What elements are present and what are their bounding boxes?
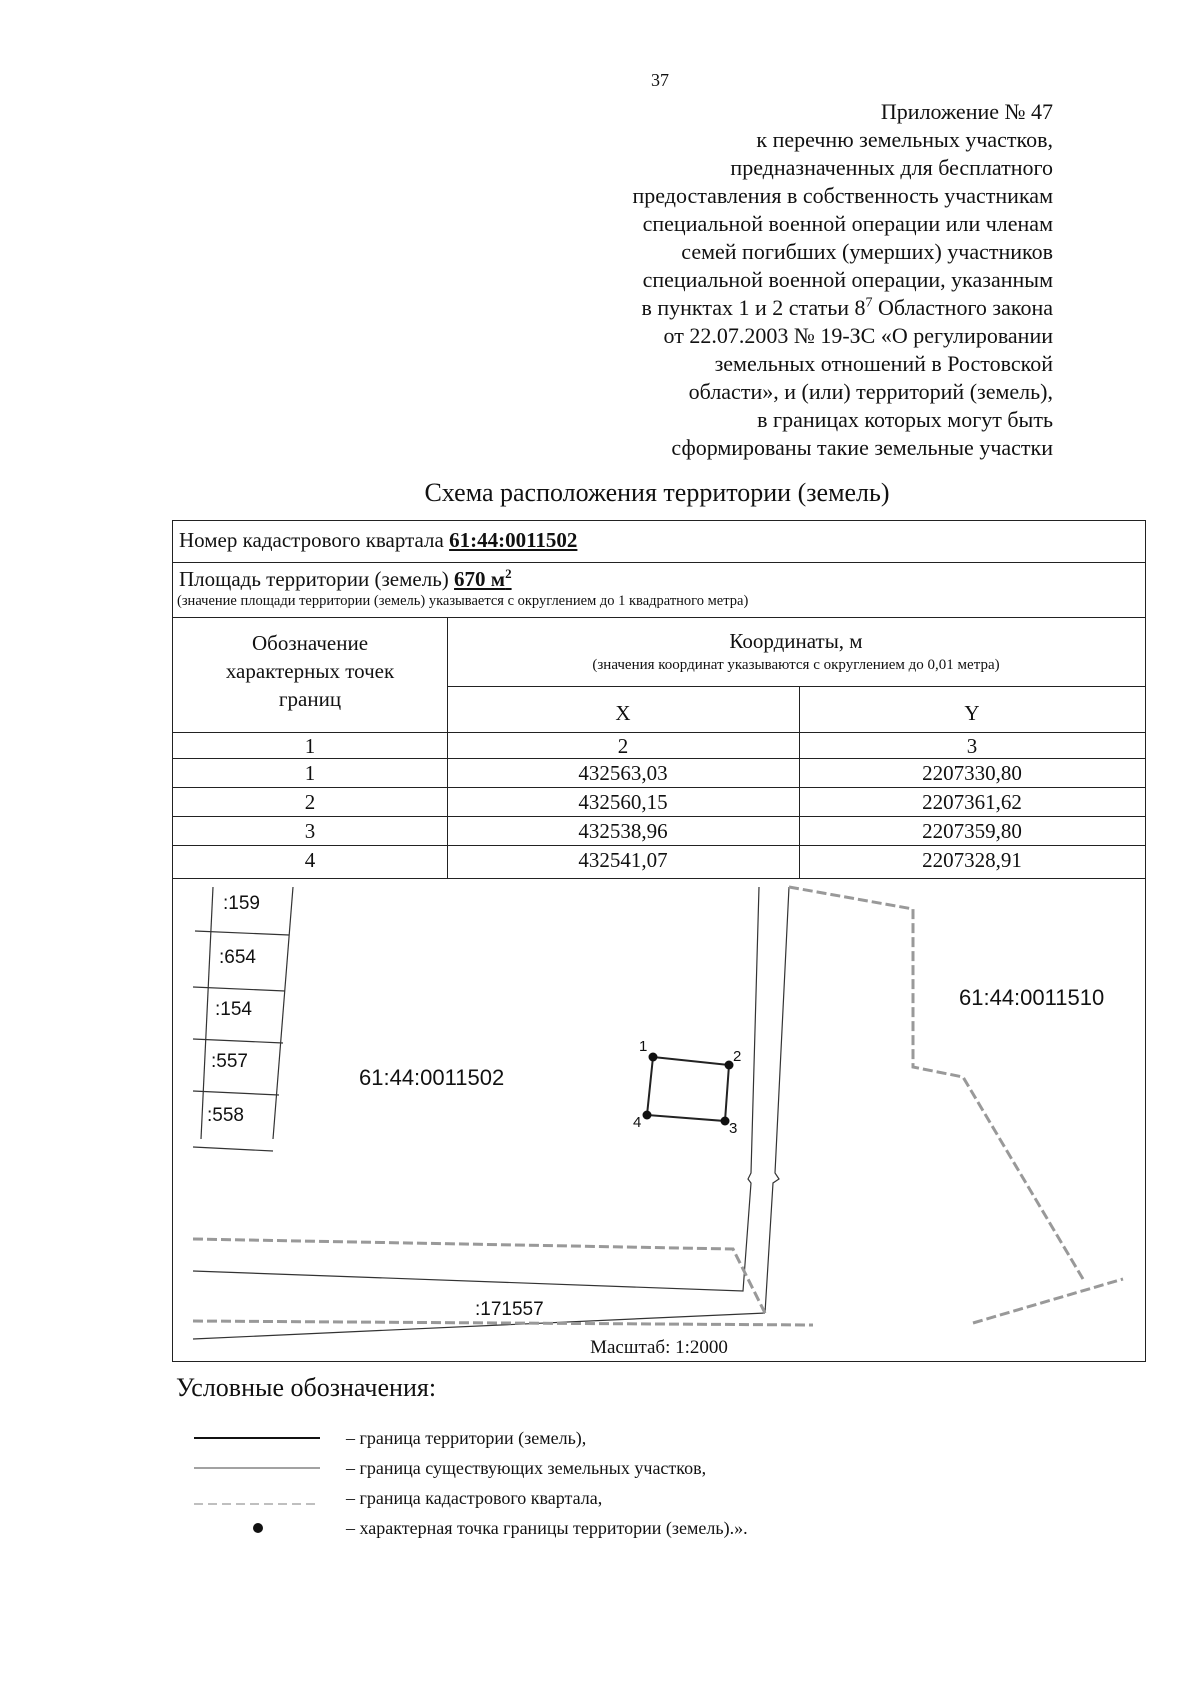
divider [173, 617, 1145, 618]
territory-boundary [647, 1057, 729, 1121]
existing-parcel-boundaries [193, 887, 789, 1339]
area-value [454, 567, 512, 591]
parcel-label: :557 [211, 1051, 248, 1072]
parcel-line [193, 987, 285, 991]
territory-polygon [647, 1057, 729, 1121]
parcel-label: :154 [215, 999, 252, 1020]
solid-thick-line-icon [190, 1424, 322, 1454]
parcel-label: :654 [219, 947, 256, 968]
map-scale: Масштаб: 1:2000 [590, 1337, 728, 1358]
black-dot-icon [190, 1514, 322, 1544]
cadastral-map [173, 879, 1145, 1361]
point-label: 1 [639, 1038, 648, 1055]
area-superscript: 2 [505, 566, 512, 581]
appendix-line: семей погибших (умерших) участников [681, 239, 1053, 264]
cadastral-quarter-boundary [193, 887, 1123, 1325]
cadastral-row [179, 528, 577, 553]
parcel-line [193, 1147, 273, 1151]
x-value: 432560,15 [578, 790, 668, 814]
point-number: 4 [304, 848, 316, 872]
area-note: (значение площади территории (земель) указывается с округлением до 1 квадратного метра) [177, 593, 749, 609]
y-value: 2207328,91 [922, 848, 1022, 872]
point-label: 4 [633, 1114, 642, 1131]
point-number: 2 [304, 790, 316, 814]
appendix-line: предоставления в собственность участникам [632, 183, 1053, 208]
divider [447, 686, 1145, 687]
parcel-label: :159 [223, 893, 260, 914]
appendix-line: сформированы такие земельные участки [671, 435, 1053, 460]
quarter-line [789, 887, 1083, 1279]
boundary-point [643, 1111, 652, 1120]
parcel-line [193, 1091, 279, 1095]
x-header: X [615, 701, 631, 725]
divider [173, 732, 1145, 733]
x-value: 432541,07 [578, 848, 668, 872]
coords-note: (значения координат указываются с округлением до 0,01 метра) [592, 657, 1000, 673]
legend-item-territory-boundary [190, 1424, 890, 1454]
appendix-line: земельных отношений в Ростовской [714, 351, 1053, 376]
neighbor-block-label: 61:44:0011510 [959, 985, 1105, 1010]
divider [173, 562, 1145, 563]
appendix-line-text: Областного закона [872, 295, 1053, 320]
legend-item-cadastral-quarter [190, 1484, 890, 1514]
y-value: 2207361,62 [922, 790, 1022, 814]
dashed-line-icon [190, 1484, 322, 1514]
cadastral-label: Номер кадастрового квартала [179, 528, 450, 552]
parcel-line [273, 887, 293, 1139]
legend-item-text: – характерная точка границы территории (земель).». [346, 1518, 748, 1538]
cadastral-number: 61:44:0011502 [449, 528, 578, 552]
point-label: 2 [733, 1048, 742, 1065]
col-number: 3 [966, 734, 978, 758]
parcel-line [201, 887, 213, 1139]
y-value: 2207359,80 [922, 819, 1022, 843]
quarter-line [973, 1279, 1123, 1323]
coords-header: Координаты, м [729, 629, 863, 653]
parcel-line [195, 931, 289, 935]
parcel-line [193, 1039, 283, 1043]
point-number: 3 [304, 819, 316, 843]
appendix-line: к перечню земельных участков, [756, 127, 1053, 152]
point-number: 1 [304, 761, 316, 785]
scheme-frame [172, 520, 1146, 1362]
legend-item-characteristic-point [190, 1514, 890, 1544]
appendix-line: в границах которых могут быть [757, 407, 1053, 432]
scheme-title: Схема расположения территории (земель) [424, 478, 890, 507]
solid-thin-line-icon [190, 1454, 322, 1484]
divider [173, 845, 1145, 846]
appendix-header [493, 98, 1053, 462]
parcel-labels [207, 893, 260, 1126]
appendix-line-text: в пунктах 1 и 2 статьи 8 [641, 295, 866, 320]
legend-item-text: – граница территории (земель), [346, 1428, 587, 1448]
legend-item-text: – граница кадастрового квартала, [346, 1488, 603, 1508]
area-value-text: 670 м [454, 567, 506, 591]
appendix-line: предназначенных для бесплатного [730, 155, 1053, 180]
boundary-point [649, 1053, 658, 1062]
x-value: 432563,03 [578, 761, 668, 785]
y-header: Y [964, 701, 980, 725]
page-number: 37 [651, 70, 669, 90]
appendix-line: специальной военной операции, указанным [642, 267, 1053, 292]
legend-item-existing-parcels [190, 1454, 890, 1484]
appendix-line [493, 294, 1053, 322]
divider [173, 816, 1145, 817]
article-superscript: 7 [865, 295, 873, 311]
col-number: 2 [617, 734, 629, 758]
parcel-line [765, 887, 789, 1313]
area-row [179, 566, 512, 592]
area-label: Площадь территории (земель) [179, 567, 455, 591]
points-header: Обозначение характерных точек границ [225, 631, 395, 711]
appendix-line: Приложение № 47 [880, 99, 1053, 124]
y-value: 2207330,80 [922, 761, 1022, 785]
x-value: 432538,96 [578, 819, 668, 843]
appendix-line: области», и (или) территорий (земель), [688, 379, 1053, 404]
quarter-line [193, 1321, 813, 1325]
appendix-line: специальной военной операции или членам [642, 211, 1053, 236]
road-label: :171557 [475, 1299, 544, 1320]
col-number: 1 [304, 734, 316, 758]
point-label: 3 [729, 1120, 738, 1137]
appendix-line: от 22.07.2003 № 19-ЗС «О регулировании [663, 323, 1053, 348]
legend-item-text: – граница существующих земельных участков, [346, 1458, 707, 1478]
legend-title: Условные обозначения: [176, 1373, 437, 1402]
parcel-label: :558 [207, 1105, 244, 1126]
divider [173, 787, 1145, 788]
block-label: 61:44:0011502 [359, 1065, 505, 1090]
divider [173, 758, 1145, 759]
